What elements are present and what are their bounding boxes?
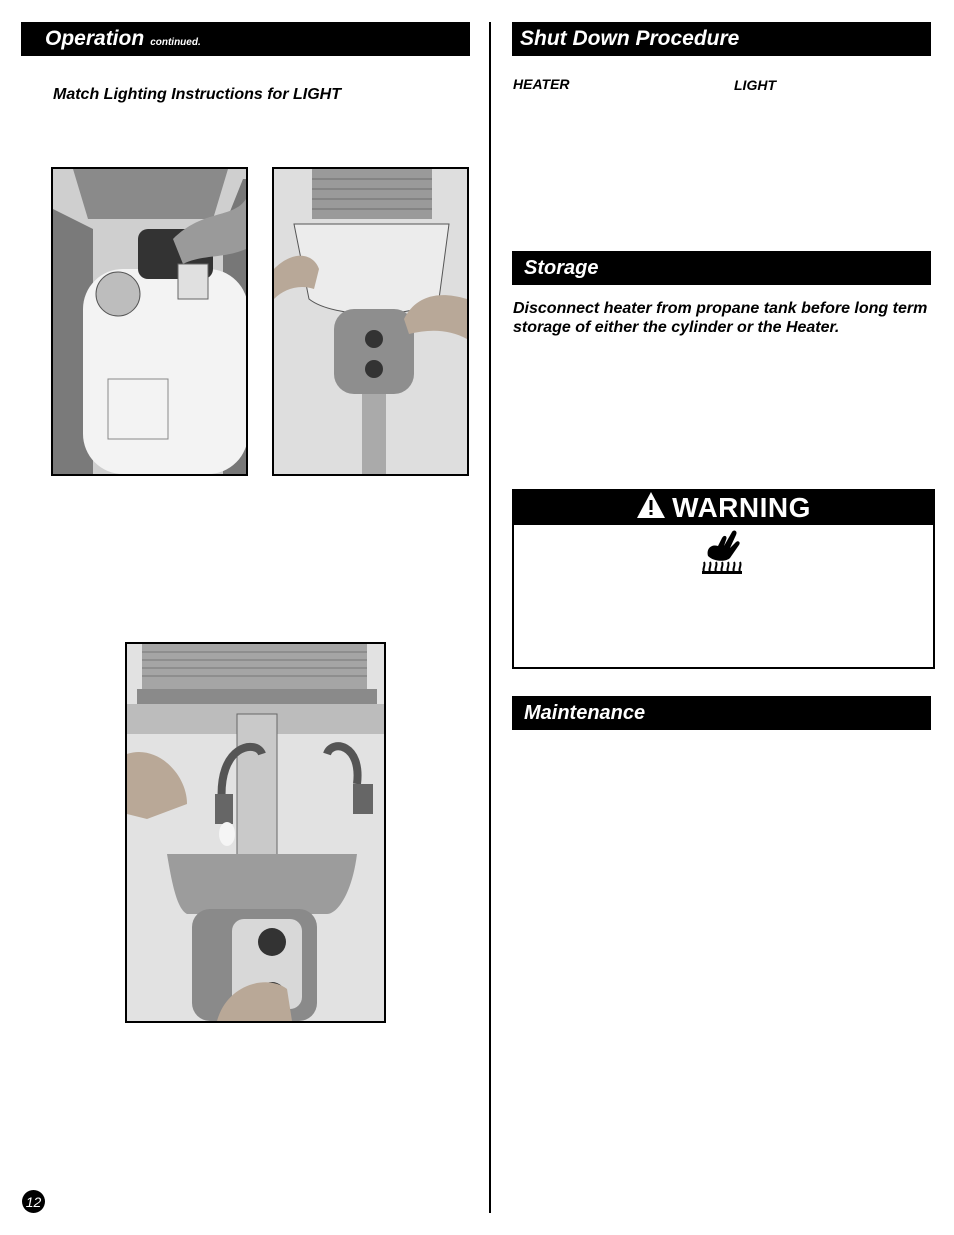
warning-header [514,491,933,525]
photo-match-lighting [125,642,386,1023]
shutdown-light-label: LIGHT [734,77,776,93]
warning-triangle-icon [636,491,666,526]
warning-box [512,489,935,669]
photo-propane-tank [51,167,248,476]
shutdown-heater-label: HEATER [513,76,570,92]
column-divider [489,22,491,1213]
maintenance-title: Maintenance [524,702,646,724]
page-number: 12 [22,1190,45,1213]
storage-header [512,251,931,285]
shutdown-title: Shut Down Procedure [520,27,740,50]
warning-title: WARNING [672,492,811,523]
operation-header [21,22,470,56]
photo-remove-shield [272,167,469,476]
storage-title: Storage [524,257,599,279]
operation-title: Operation [45,27,145,50]
hot-surface-hand-icon [700,528,744,574]
storage-text: Disconnect heater from propane tank before long term storage of either the cylinder or the Heater. [513,300,928,336]
shutdown-header [512,22,931,56]
operation-continued: continued. [150,37,201,48]
match-lighting-heading: Match Lighting Instructions for LIGHT [53,86,341,103]
maintenance-header [512,696,931,730]
